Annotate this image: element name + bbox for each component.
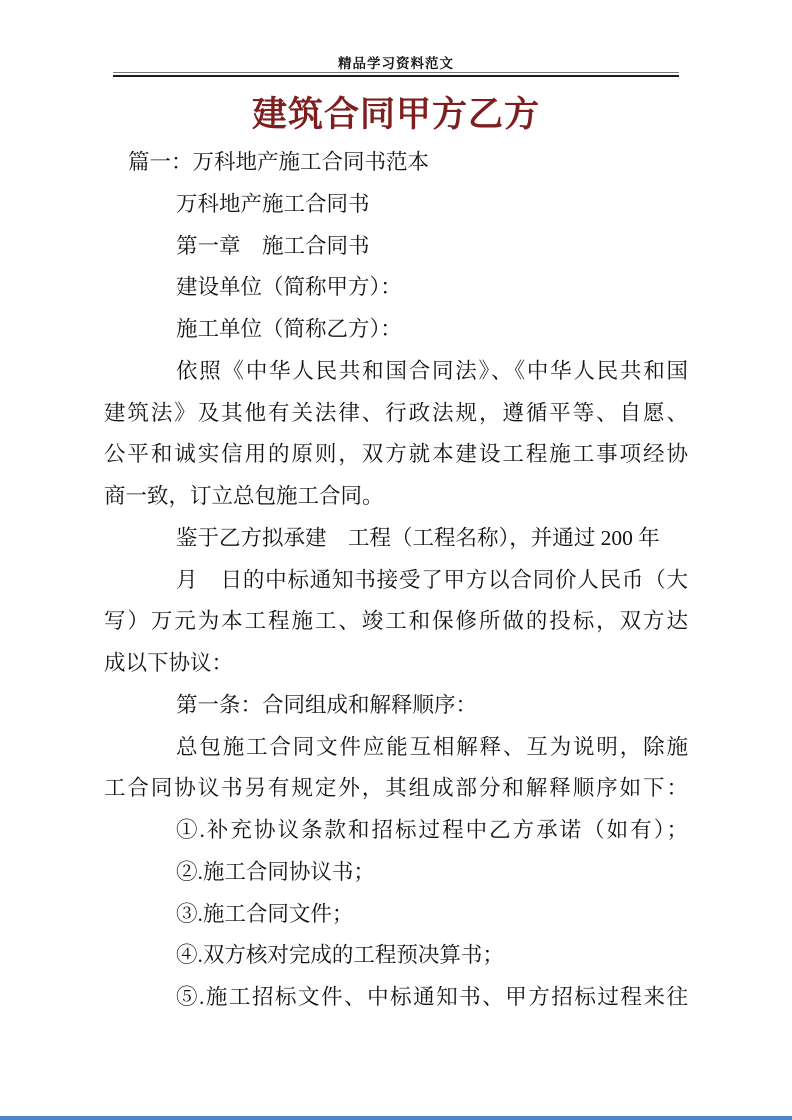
header-text: 精品学习资料范文	[338, 56, 454, 71]
text-line: 第一章 施工合同书	[176, 233, 370, 258]
text-line: 建筑法》及其他有关法律、行政法规，遵循平等、自愿、	[104, 400, 688, 425]
text-line: 公平和诚实信用的原则，双方就本建设工程施工事项经协	[104, 442, 688, 467]
text-line: 写）万元为本工程施工、竣工和保修所做的投标，双方达	[104, 609, 688, 634]
text-line: 工合同协议书另有规定外，其组成部分和解释顺序如下：	[104, 776, 688, 801]
text-line: 建设单位（简称甲方）：	[176, 275, 402, 300]
footer-accent-bar	[0, 1116, 792, 1120]
text-line: 总包施工合同文件应能互相解释、互为说明，除施	[176, 734, 688, 759]
text-line: 成以下协议：	[104, 651, 234, 675]
page-header	[0, 56, 792, 72]
text-line: 月 日的中标通知书接受了甲方以合同价人民币（大	[176, 567, 688, 592]
text-line: ①.补充协议条款和招标过程中乙方承诺（如有）；	[176, 818, 688, 842]
text-line: 万科地产施工合同书	[176, 191, 370, 216]
text-line: ⑤.施工招标文件、中标通知书、甲方招标过程来往	[176, 985, 688, 1009]
text-line: 施工单位（简称乙方）：	[176, 317, 402, 341]
document-title: 建筑合同甲方乙方	[251, 95, 540, 134]
text-line: 篇一：万科地产施工合同书范本	[128, 150, 430, 174]
document-body	[104, 142, 688, 1019]
text-line: 依照《中华人民共和国合同法》、《中华人民共和国	[176, 358, 688, 383]
text-line: 鉴于乙方拟承建 工程（工程名称），并通过 200 年	[176, 525, 660, 550]
text-line: 第一条：合同组成和解释顺序：	[176, 692, 478, 717]
text-line: ③.施工合同文件；	[176, 901, 354, 926]
header-divider	[113, 72, 679, 77]
text-line: 商一致，订立总包施工合同。	[104, 484, 384, 508]
text-line: ④.双方核对完成的工程预决算书；	[176, 943, 504, 968]
text-line: ②.施工合同协议书；	[176, 859, 375, 884]
